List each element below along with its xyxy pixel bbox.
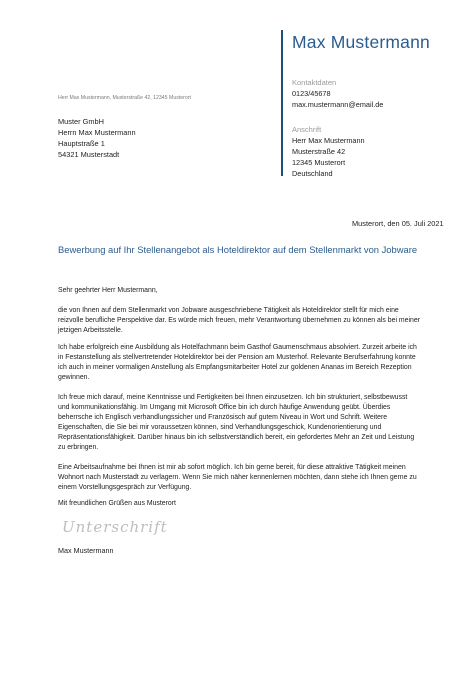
letter-date: Musterort, den 05. Juli 2021 [352, 219, 444, 228]
contact-email: max.mustermann@email.de [292, 100, 384, 109]
paragraph: die von Ihnen auf dem Stellenmarkt von Jobware ausgeschriebene Tätigkeit als Hoteldirektor stellt für mich eine reizvolle berufliche Perspektive dar. Es würde mich freuen, mehr Verantwortung übernehmen zu können als bei meiner jetzigen Arbeitsstelle. [58, 307, 420, 334]
recipient-line: Herrn Max Mustermann [58, 128, 136, 137]
address-line: Musterstraße 42 [292, 147, 346, 156]
address-line: 12345 Musterort [292, 158, 346, 167]
letter-subject: Bewerbung auf Ihr Stellenangebot als Hoteldirektor auf dem Stellenmarkt von Jobware [58, 244, 418, 255]
contact-phone: 0123/45678 [292, 89, 331, 98]
recipient-line: 54321 Musterstadt [58, 150, 120, 159]
paragraph: Ich freue mich darauf, meine Kenntnisse und Fertigkeiten bei Ihnen einzusetzen. Ich bin strukturiert, selbstbewusst und kommunikationsfähig. Im Umgang mit Microsoft Office bin ich durch häufige Anwendung geübt. Überdies beherrsche ich Englisch verhandlungssicher und Französisch auf gutem Niveau in Wort und Schrift. Weitere Eigenschaften, die Sie bei mir voraussetzen können, sind Verhandlungsgeschick, Kundenorientierung und Repräsentationsfähigkeit. Darüber hinaus bin ich selbstverständlich bereit, ein gefordertes Mehr an Zeit und Leistung zu erbringen. [58, 394, 415, 451]
recipient-line: Hauptstraße 1 [58, 139, 105, 148]
address-line: Deutschland [292, 169, 333, 178]
salutation: Sehr geehrter Herr Mustermann, [58, 287, 158, 294]
contact-label: Kontaktdaten [292, 78, 337, 87]
sender-line: Herr Max Mustermann, Musterstraße 42, 12345 Musterort [58, 95, 191, 101]
header-divider [281, 30, 283, 176]
paragraph: Ich habe erfolgreich eine Ausbildung als Hotelfachmann beim Gasthof Gaumenschmaus absolviert. Zurzeit arbeite ich in Festanstellung als stellvertretender Hoteldirektor bei der Pension am Musterhof. Relevante Berufserfahrung konnte ich auch in meiner vormaligen Anstellung als Empfangsmitarbeiter Hotel zur goldenen Ananas im Bereich Rezeption gewinnen. [58, 344, 417, 381]
address-label: Anschrift [292, 125, 322, 134]
signature-image: Unterschrift [62, 518, 168, 536]
recipient-line: Muster GmbH [58, 117, 104, 126]
header-address [292, 135, 365, 179]
closing: Mit freundlichen Grüßen aus Musterort [58, 500, 176, 507]
header-name: Max Mustermann [292, 32, 430, 52]
signature-name: Max Mustermann [58, 546, 114, 555]
recipient-address [58, 116, 136, 160]
address-line: Herr Max Mustermann [292, 136, 365, 145]
paragraph: Eine Arbeitsaufnahme bei Ihnen ist mir ab sofort möglich. Ich bin gerne bereit, für diese attraktive Tätigkeit meinen Wohnort nach Musterstadt zu verlagern. Wenn Sie mich näher kennenlernen möchten, dann stehe ich Ihnen gerne zu einem Vorstellungsgespräch zur Verfügung. [58, 464, 417, 491]
